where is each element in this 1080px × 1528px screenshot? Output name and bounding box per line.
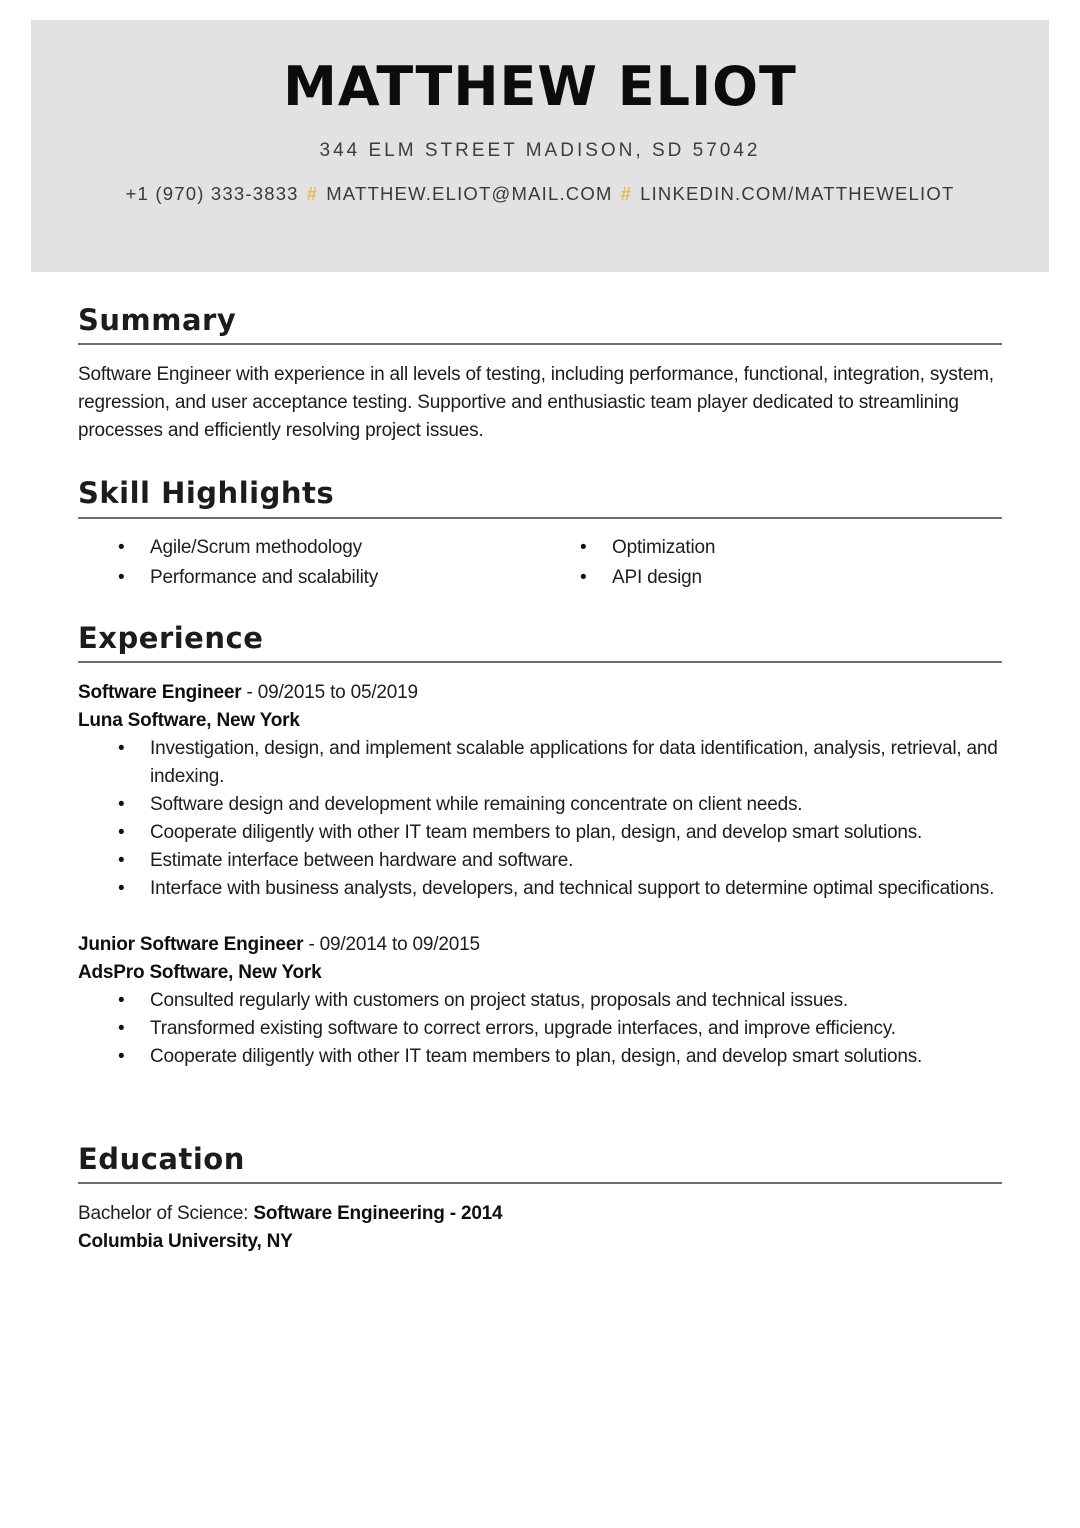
degree-name: Software Engineering - 2014 bbox=[253, 1203, 503, 1225]
education-school: Columbia University, NY bbox=[78, 1231, 293, 1253]
summary-heading: Summary bbox=[78, 304, 1002, 345]
section-skills bbox=[78, 477, 1002, 591]
address-line: 344 ELM STREET MADISON, SD 57042 bbox=[319, 140, 761, 161]
job-dates: - 09/2014 to 09/2015 bbox=[303, 934, 480, 956]
skill-item: • API design bbox=[540, 563, 1002, 592]
education-heading: Education bbox=[78, 1143, 1002, 1184]
email-address: MATTHEW.ELIOT@MAIL.COM bbox=[326, 183, 613, 204]
job-bullet: • Interface with business analysts, developers, and technical support to determine optimal specifications. bbox=[78, 875, 1002, 903]
skill-item: • Performance and scalability bbox=[78, 563, 540, 592]
job-title-line bbox=[78, 931, 1002, 959]
experience-heading: Experience bbox=[78, 622, 1002, 663]
job-role: Software Engineer bbox=[78, 682, 242, 704]
job-entry bbox=[78, 679, 1002, 903]
section-experience bbox=[78, 622, 1002, 1071]
job-bullet: • Software design and development while remaining concentrate on client needs. bbox=[78, 791, 1002, 819]
job-bullets bbox=[78, 735, 1002, 903]
linkedin-url: LINKEDIN.COM/MATTHEWELIOT bbox=[640, 183, 955, 204]
degree-prefix: Bachelor of Science: bbox=[78, 1203, 254, 1225]
skill-item: • Agile/Scrum methodology bbox=[78, 533, 540, 562]
contact-separator: # bbox=[620, 183, 633, 204]
job-title-line bbox=[78, 679, 1002, 707]
education-degree-line bbox=[78, 1200, 1002, 1228]
job-bullet: • Investigation, design, and implement scalable applications for data identification, analysis, retrieval, and indexing. bbox=[78, 735, 1002, 791]
candidate-name: MATTHEW ELIOT bbox=[283, 55, 797, 118]
summary-paragraph: Software Engineer with experience in all levels of testing, including performance, functional, integration, system, regression, and user acceptance testing. Supportive and enthusiastic team player dedicated to streamlining processes and efficiently resolving project issues. bbox=[78, 364, 994, 442]
job-bullet: • Consulted regularly with customers on project status, proposals and technical issues. bbox=[78, 987, 1002, 1015]
section-education bbox=[78, 1143, 1002, 1256]
job-bullets bbox=[78, 987, 1002, 1071]
job-bullet: • Transformed existing software to correct errors, upgrade interfaces, and improve efficiency. bbox=[78, 1015, 1002, 1043]
job-bullet: • Estimate interface between hardware and software. bbox=[78, 847, 1002, 875]
job-entry bbox=[78, 931, 1002, 1071]
resume-body bbox=[78, 304, 1002, 1256]
skills-grid bbox=[78, 533, 1002, 592]
contact-separator: # bbox=[306, 183, 319, 204]
resume-header bbox=[31, 20, 1049, 272]
job-dates: - 09/2015 to 05/2019 bbox=[241, 682, 418, 704]
phone-number: +1 (970) 333-3833 bbox=[125, 183, 299, 204]
job-company: AdsPro Software, New York bbox=[78, 962, 322, 984]
skills-heading: Skill Highlights bbox=[78, 477, 1002, 518]
section-summary bbox=[78, 304, 1002, 445]
job-bullet: • Cooperate diligently with other IT team members to plan, design, and develop smart solutions. bbox=[78, 1043, 1002, 1071]
contact-line bbox=[31, 183, 1049, 205]
job-bullet: • Cooperate diligently with other IT team members to plan, design, and develop smart solutions. bbox=[78, 819, 1002, 847]
skill-item: • Optimization bbox=[540, 533, 1002, 562]
job-role: Junior Software Engineer bbox=[78, 934, 304, 956]
job-company: Luna Software, New York bbox=[78, 710, 300, 732]
